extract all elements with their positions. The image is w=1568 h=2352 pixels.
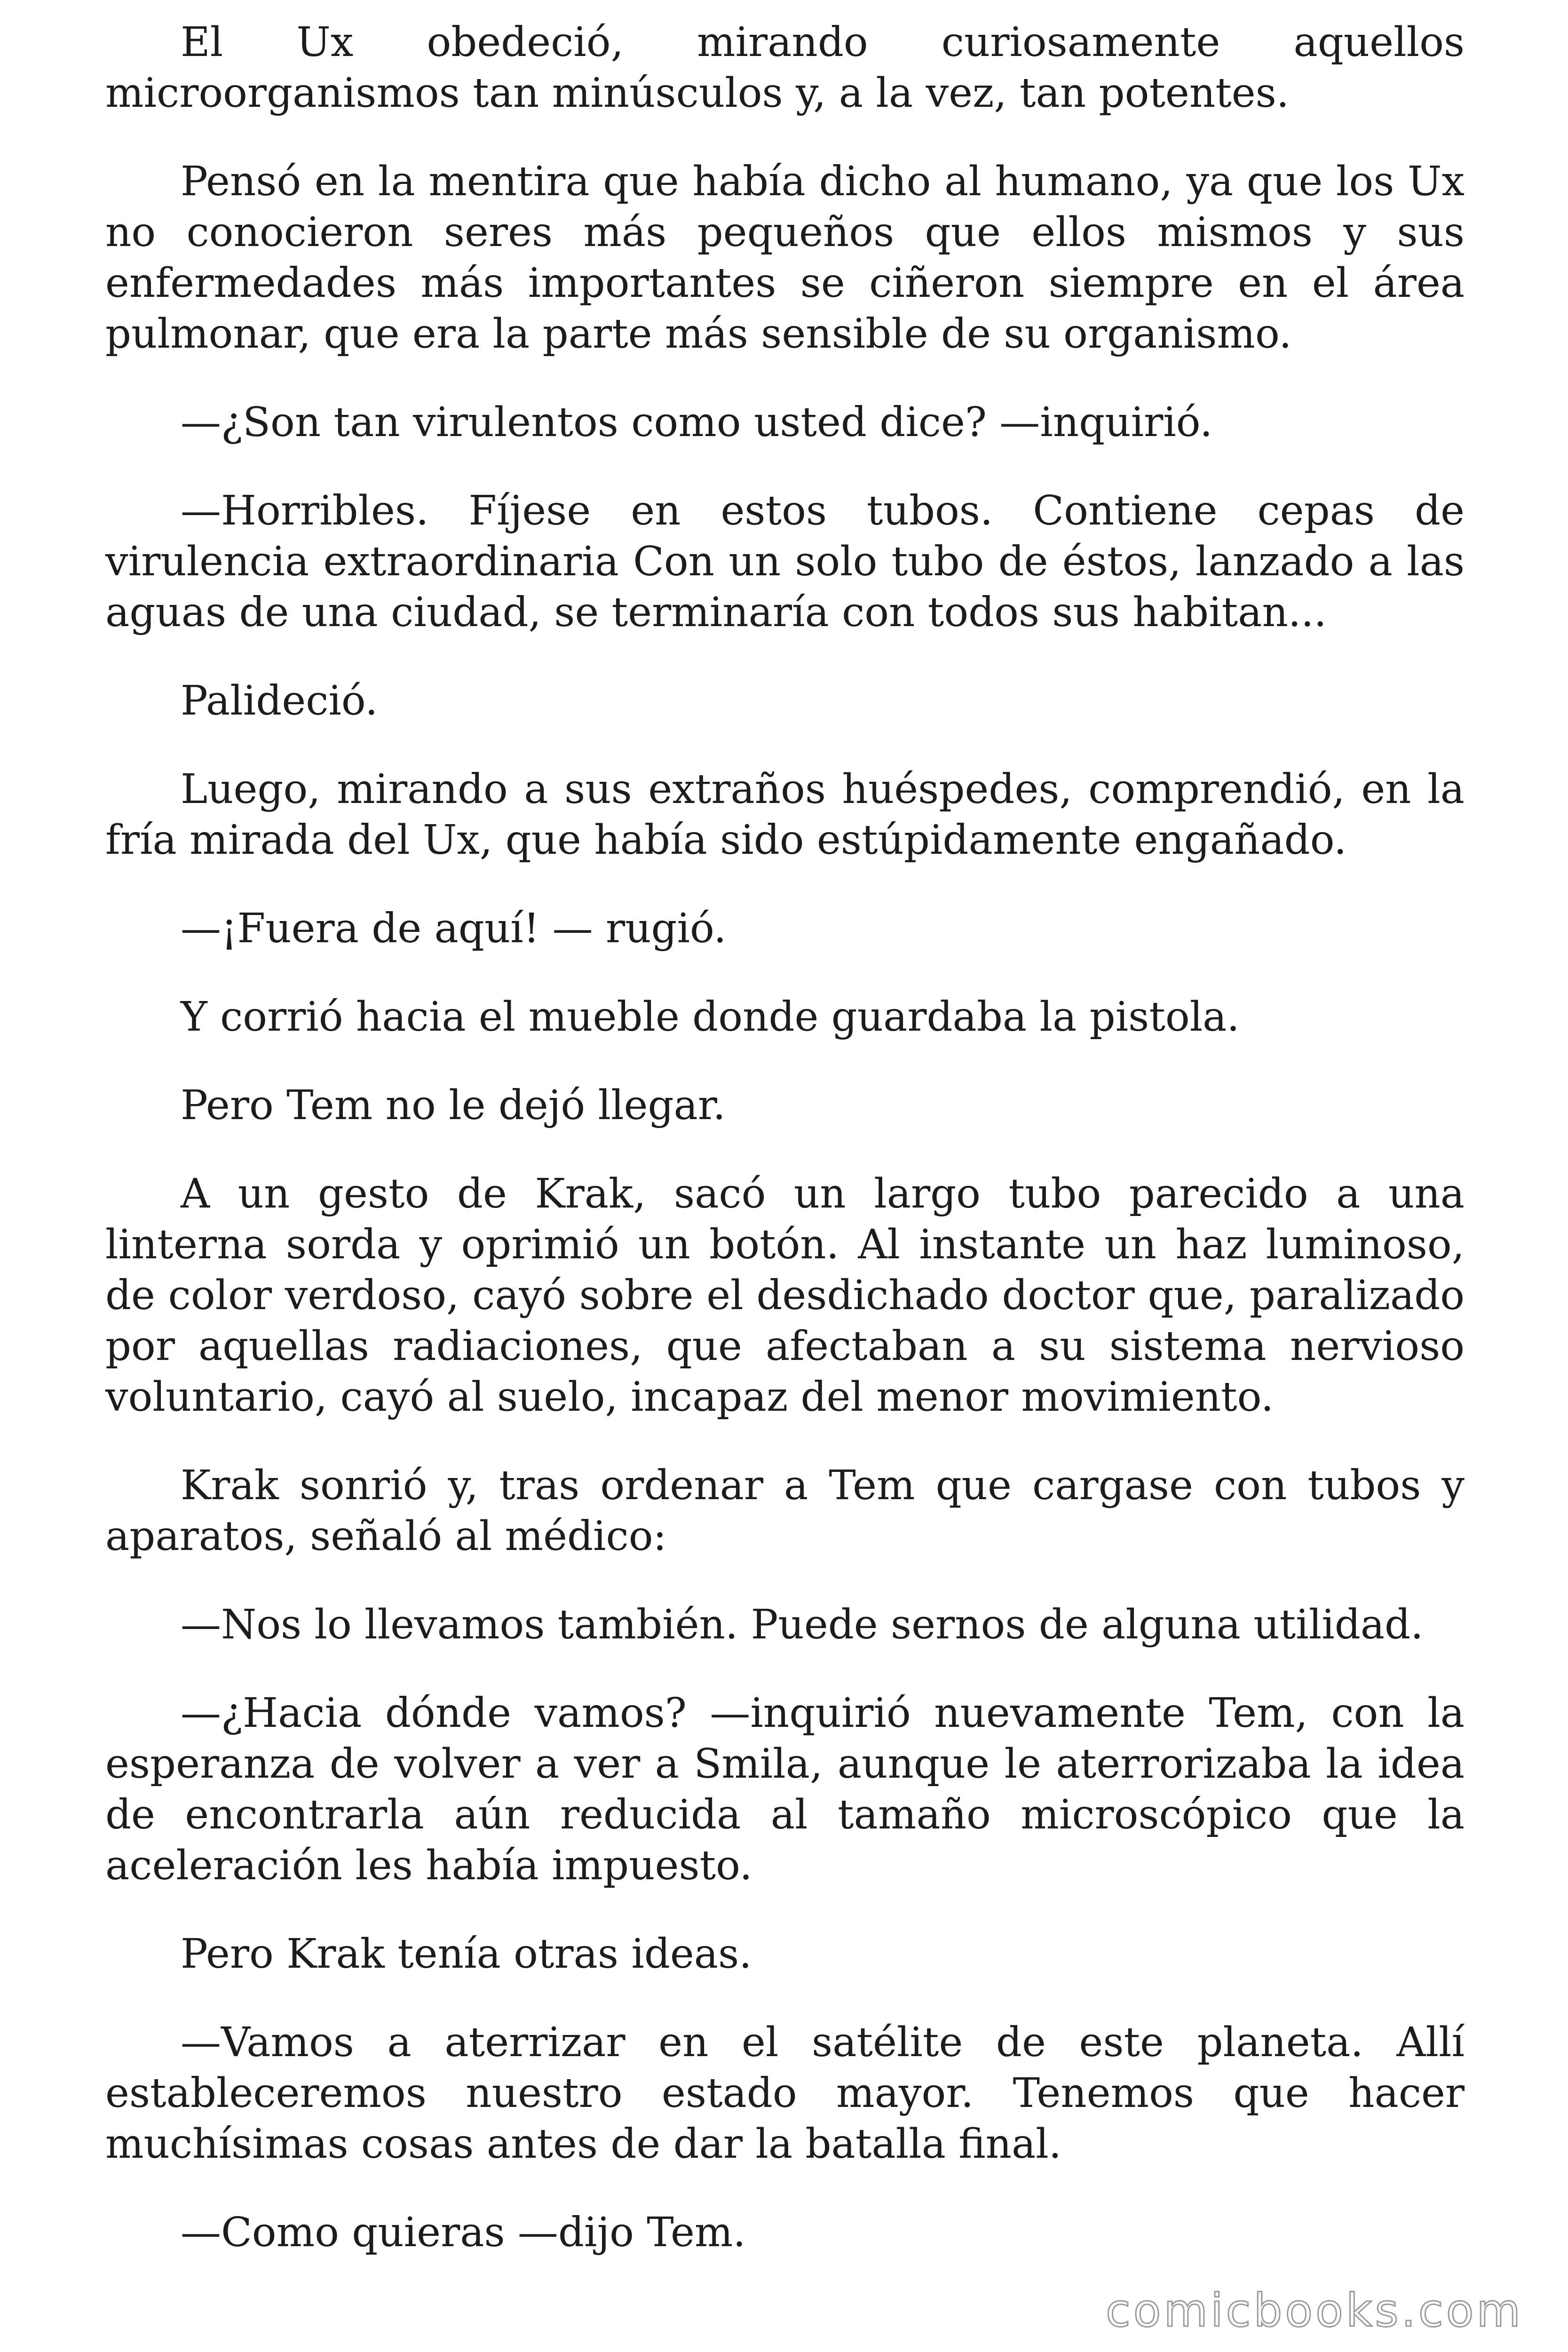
paragraph-15: —Vamos a aterrizar en el satélite de este planeta. Allí estableceremos nuestro estado mayor. Tenemos que hacer muchísimas cosas antes de dar la batalla final. <box>105 2019 1465 2168</box>
book-page-text <box>105 17 1465 2258</box>
paragraph-1: El Ux obedeció, mirando curiosamente aquellos microorganismos tan minúsculos y, a la vez, tan potentes. <box>105 19 1465 117</box>
paragraph-16: —Como quieras —dijo Tem. <box>181 2209 746 2256</box>
paragraph-6: Luego, mirando a sus extraños huéspedes, comprendió, en la fría mirada del Ux, que había sido estúpidamente engañado. <box>105 766 1465 864</box>
paragraph-9: Pero Tem no le dejó llegar. <box>181 1082 726 1129</box>
paragraph-11: Krak sonrió y, tras ordenar a Tem que cargase con tubos y aparatos, señaló al médico: <box>105 1462 1465 1560</box>
paragraph-12: —Nos lo llevamos también. Puede sernos de alguna utilidad. <box>181 1601 1424 1648</box>
paragraph-5: Palideció. <box>181 677 378 724</box>
paragraph-7: —¡Fuera de aquí! — rugió. <box>181 905 727 952</box>
paragraph-4: —Horribles. Fíjese en estos tubos. Contiene cepas de virulencia extraordinaria Con un solo tubo de éstos, lanzado a las aguas de una ciudad, se terminaría con todos sus habitan... <box>105 487 1465 636</box>
watermark-text: comicbooks.com <box>1105 2284 1523 2337</box>
paragraph-3: —¿Son tan virulentos como usted dice? —inquirió. <box>181 399 1213 446</box>
paragraph-14: Pero Krak tenía otras ideas. <box>181 1931 752 1978</box>
paragraph-2: Pensó en la mentira que había dicho al humano, ya que los Ux no conocieron seres más pequeños que ellos mismos y sus enfermedades más importantes se ciñeron siempre en el área pulmonar, que era la parte más sensible de su organismo. <box>105 158 1465 358</box>
paragraph-13: —¿Hacia dónde vamos? —inquirió nuevamente Tem, con la esperanza de volver a ver a Smila, aunque le aterrorizaba la idea de encontrarla aún reducida al tamaño microscópico que la aceleración les había impuesto. <box>105 1690 1465 1889</box>
paragraph-8: Y corrió hacia el mueble donde guardaba la pistola. <box>181 993 1240 1041</box>
paragraph-10: A un gesto de Krak, sacó un largo tubo parecido a una linterna sorda y oprimió un botón. Al instante un haz luminoso, de color verdoso, cayó sobre el desdichado doctor que, paralizado por aquellas radiaciones, que afectaban a su sistema nervioso voluntario, cayó al suelo, incapaz del menor movimiento. <box>105 1170 1465 1421</box>
